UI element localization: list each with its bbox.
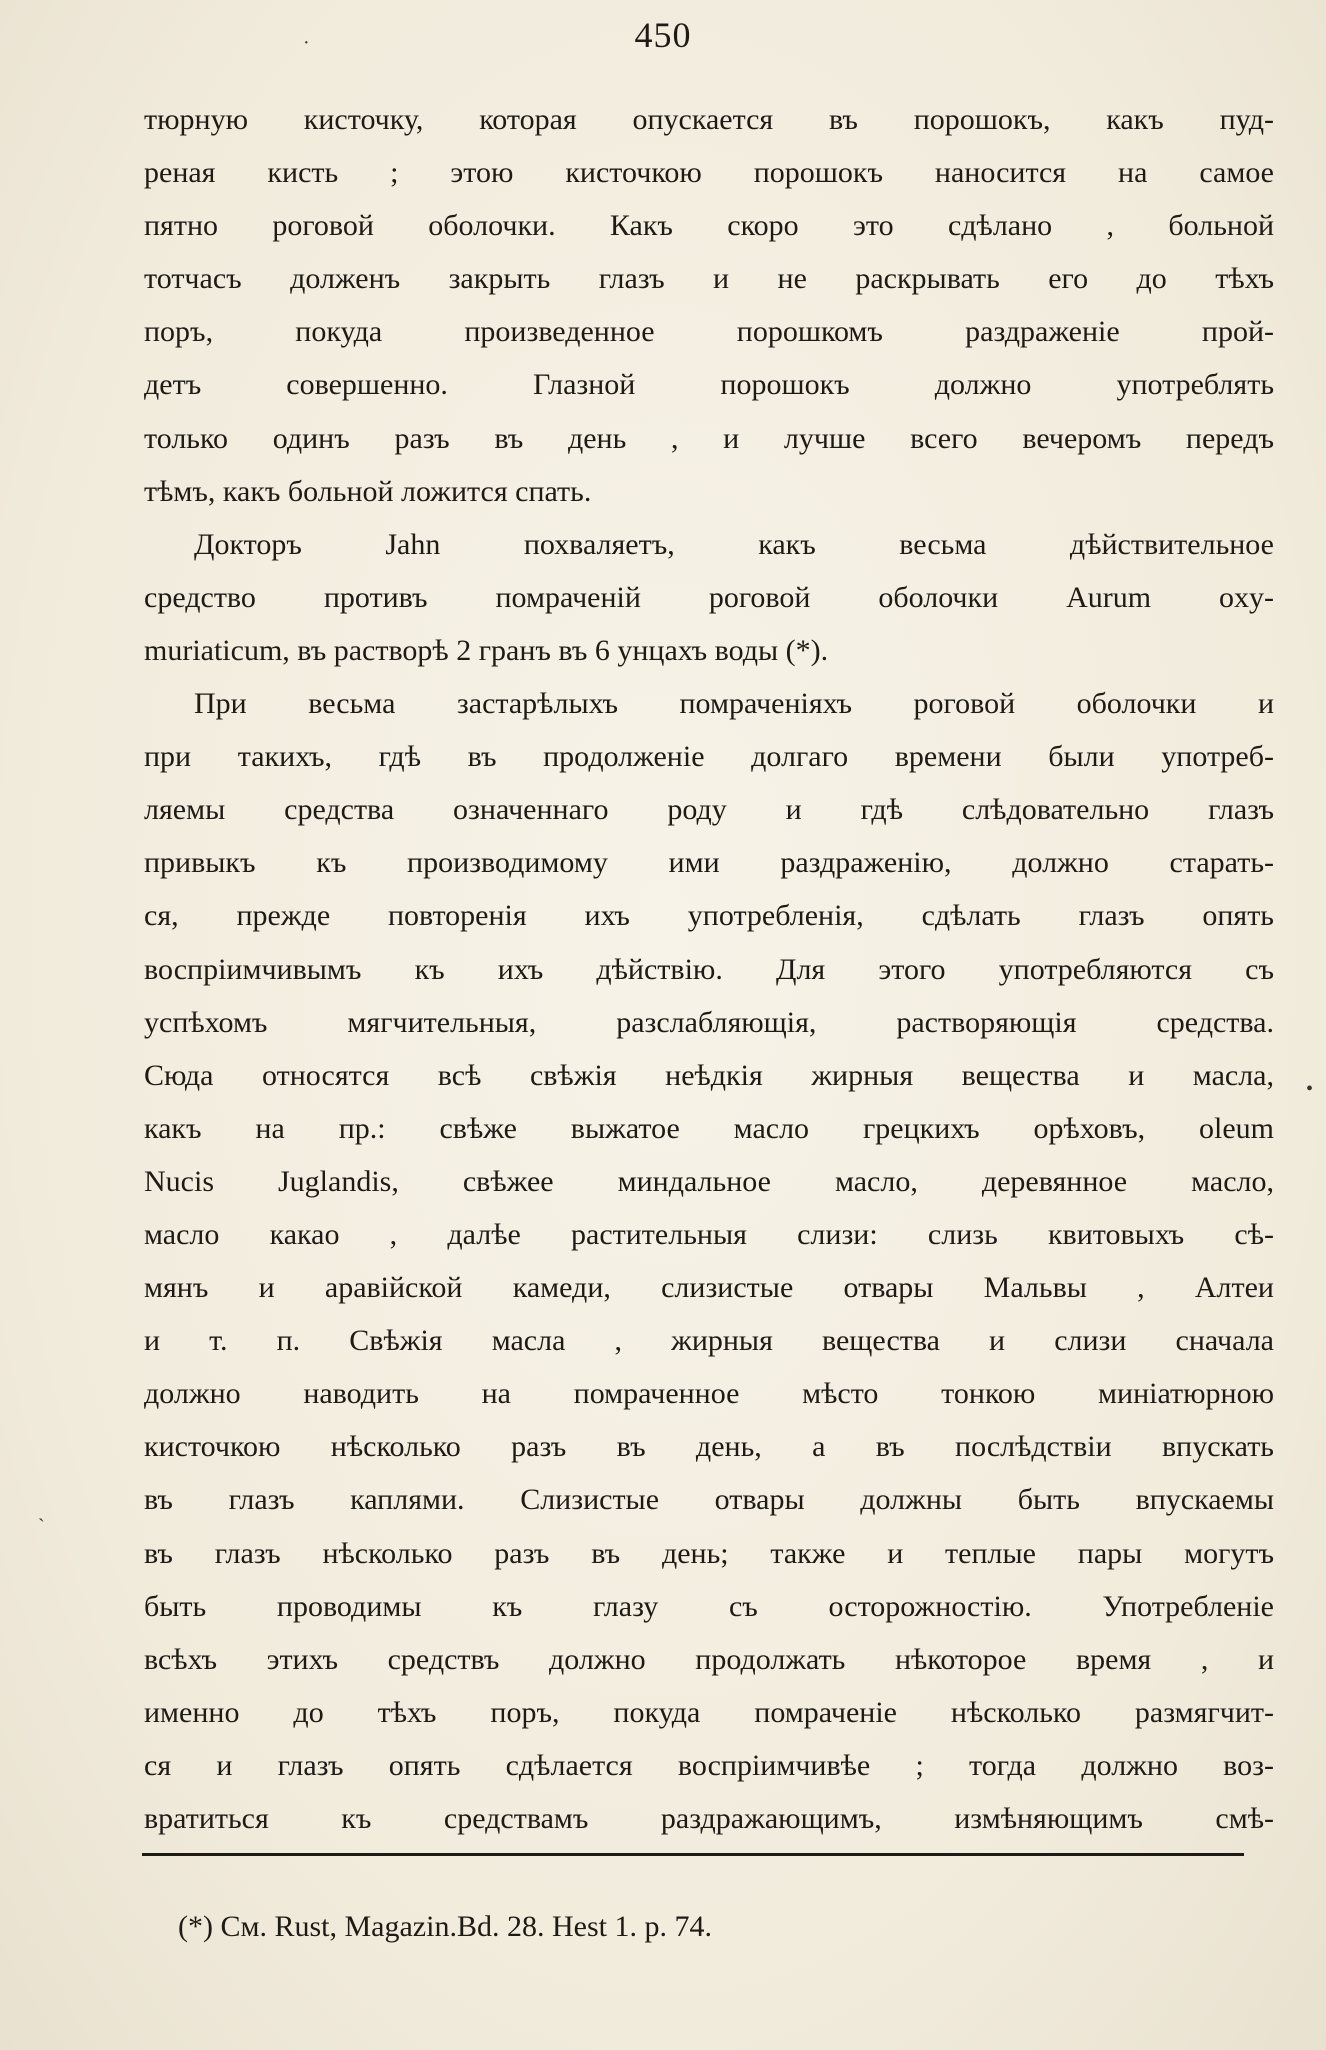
text-line: Сюда относятся всѣ свѣжія неѣдкія жирныя вещества и масла, (144, 1058, 1274, 1092)
print-mark: ˏ (38, 1500, 45, 1522)
text-line: тюрную кисточку, которая опускается въ порошокъ, какъ пуд- (144, 103, 1274, 136)
text-line: мянъ и аравійской камеди, слизистые отвары Мальвы , Алтеи (144, 1271, 1274, 1305)
text-line: При весьма застарѣлыхъ помраченіяхъ роговой оболочки и (194, 687, 1274, 721)
text-line: детъ совершенно. Глазной порошокъ должно употреблять (144, 368, 1274, 402)
body-text (144, 93, 1274, 1845)
page-number: 450 (634, 15, 692, 55)
text-line: ся и глазъ опять сдѣлается воспріимчивѣе ; тогда должно воз- (144, 1748, 1274, 1782)
text-line: кисточкою нѣсколько разъ въ день, а въ послѣдствіи впускать (144, 1430, 1274, 1464)
print-speck: • (1306, 1078, 1314, 1100)
text-line: средство противъ помраченій роговой оболочки Aurum oxy- (144, 580, 1274, 614)
text-line: именно до тѣхъ поръ, покуда помраченіе нѣсколько размягчит- (144, 1695, 1274, 1729)
text-line: Nucis Juglandis, свѣжее миндальное масло, деревянное масло, (144, 1164, 1274, 1198)
text-line: Докторъ Jahn похваляетъ, какъ весьма дѣйствительное (194, 527, 1274, 561)
text-line: тотчасъ долженъ закрыть глазъ и не раскрывать его до тѣхъ (144, 262, 1274, 296)
footnote: (*) См. Rust, Magazin.Bd. 28. Hest 1. p. 74. (178, 1910, 712, 1943)
text-line: всѣхъ этихъ средствъ должно продолжать нѣкоторое время , и (144, 1642, 1274, 1676)
text-line: тѣмъ, какъ больной ложится спать. (144, 474, 592, 508)
text-line: только одинъ разъ въ день , и лучше всего вечеромъ передъ (144, 421, 1274, 455)
text-line: muriaticum, въ растворѣ 2 гранъ въ 6 унцахъ воды (*). (144, 633, 829, 667)
text-line: воспріимчивымъ къ ихъ дѣйствію. Для этого употребляются съ (144, 952, 1274, 986)
text-line: должно наводить на помраченное мѣсто тонкою миніатюрною (144, 1377, 1274, 1411)
text-line: быть проводимы къ глазу съ осторожностію. Употребленіе (144, 1589, 1274, 1623)
text-line: какъ на пр.: свѣже выжатое масло грецкихъ орѣховъ, oleum (144, 1111, 1274, 1145)
text-line: реная кисть ; этою кисточкою порошокъ наносится на самое (144, 156, 1274, 190)
text-line: привыкъ къ производимому ими раздраженію, должно старать- (144, 846, 1274, 880)
print-speck: · (303, 32, 310, 54)
text-line: въ глазъ нѣсколько разъ въ день; также и теплые пары могутъ (144, 1536, 1274, 1570)
text-line: пятно роговой оболочки. Какъ скоро это сдѣлано , больной (144, 209, 1274, 243)
text-line: ляемы средства означеннаго роду и гдѣ слѣдовательно глазъ (144, 793, 1274, 827)
text-line: вратиться къ средствамъ раздражающимъ, измѣняющимъ смѣ- (144, 1802, 1274, 1835)
text-line: и т. п. Свѣжія масла , жирныя вещества и слизи сначала (144, 1324, 1274, 1358)
text-line: успѣхомъ мягчительныя, разслабляющія, растворяющія средства. (144, 1005, 1274, 1039)
text-line: въ глазъ каплями. Слизистые отвары должны быть впускаемы (144, 1483, 1274, 1517)
text-line: ся, прежде повторенія ихъ употребленія, сдѣлать глазъ опять (144, 899, 1274, 933)
text-line: поръ, покуда произведенное порошкомъ раздраженіе прой- (144, 315, 1274, 349)
text-line: при такихъ, гдѣ въ продолженіе долгаго времени были употреб- (144, 740, 1274, 774)
footnote-divider (142, 1853, 1244, 1856)
text-line: масло какао , далѣе растительныя слизи: слизь квитовыхъ сѣ- (144, 1217, 1274, 1251)
